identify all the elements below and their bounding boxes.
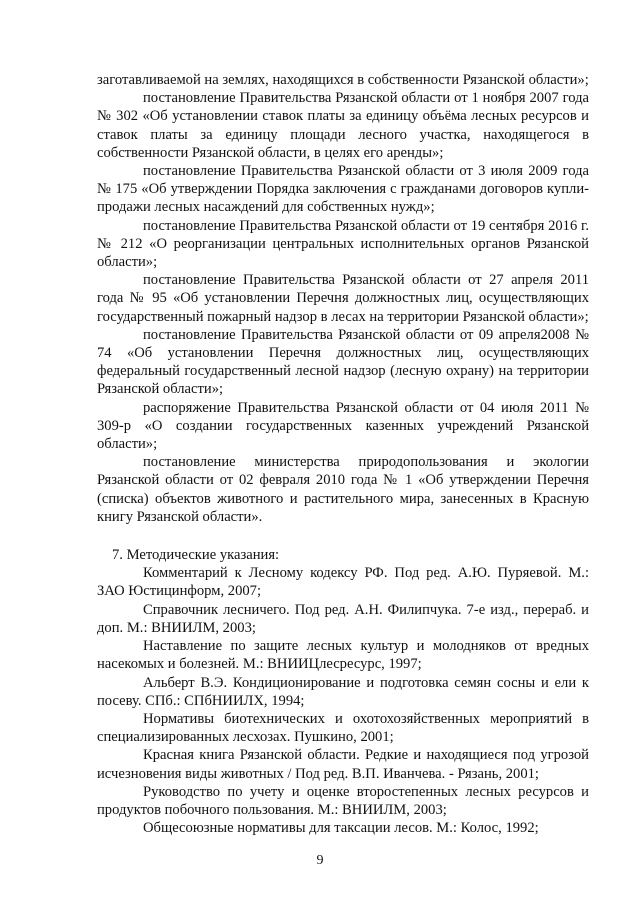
reference-item: Комментарий к Лесному кодексу РФ. Под ред. А.Ю. Пуряевой. М.: ЗАО Юстицинформ, 2007; xyxy=(97,565,589,600)
act-item: распоряжение Правительства Рязанской области от 04 июля 2011 № 309-р «О создании государственных казенных учреждений Рязанской области»; xyxy=(97,399,589,453)
act-item: постановление Правительства Рязанской области от 19 сентября 2016 г. № 212 «О реорганизации центральных исполнительных органов Рязанской области»; xyxy=(97,217,589,271)
reference-item: Общесоюзные нормативы для таксации лесов. М.: Колос, 1992; xyxy=(143,820,539,837)
page-body xyxy=(97,71,589,837)
act-item: постановление министерства природопользования и экологии Рязанской области от 02 февраля 2010 года № 1 «Об утверждении Перечня (списка) объектов животного и растительного мира, занесенных в Красную книгу Рязанской области». xyxy=(97,454,589,525)
reference-item: Справочник лесничего. Под ред. А.Н. Филипчука. 7-е изд., перераб. и доп. М.: ВНИИЛМ, 2003; xyxy=(97,601,589,636)
reference-item: Красная книга Рязанской области. Редкие и находящиеся под угрозой исчезновения виды животных / Под ред. В.П. Иванчева. - Рязань, 2001; xyxy=(97,747,589,782)
reference-item: Наставление по защите лесных культур и молодняков от вредных насекомых и болезней. М.: ВНИИЦлесресурс, 1997; xyxy=(97,638,589,673)
act-item: постановление Правительства Рязанской области от 1 ноября 2007 года № 302 «Об установлении ставок платы за единицу объёма лесных ресурсов и ставок платы за единицу площади лесного участка, находящегося в собственности Рязанской области, в целях его аренды»; xyxy=(97,90,589,161)
page-number: 9 xyxy=(316,853,324,868)
act-item: постановление Правительства Рязанской области от 09 апреля2008 № 74 «Об установлении Перечня должностных лиц, осуществляющих федеральный государственный лесной надзор (лесную охрану) на территории Рязанской области»; xyxy=(97,326,589,398)
section-spacer xyxy=(97,526,589,546)
reference-item: Нормативы биотехнических и охотохозяйственных мероприятий в специализированных лесхозах. Пушкино, 2001; xyxy=(97,710,589,746)
act-item: постановление Правительства Рязанской области от 27 апреля 2011 года № 95 «Об установлении Перечня должностных лиц, осуществляющих государственный пожарный надзор в лесах на территории Рязанской области»; xyxy=(97,272,589,325)
reference-item: Руководство по учету и оценке второстепенных лесных ресурсов и продуктов побочного пользования. М.: ВНИИЛМ, 2003; xyxy=(97,783,589,818)
act-continuation: заготавливаемой на землях, находящихся в собственности Рязанской области»; xyxy=(97,72,589,88)
section-heading: 7. Методические указания: xyxy=(112,547,280,564)
act-item: постановление Правительства Рязанской области от 3 июля 2009 года № 175 «Об утверждении Порядка заключения с гражданами договоров купли-продажи лесных насаждений для собственных нужд»; xyxy=(97,163,589,216)
reference-item: Альберт В.Э. Кондиционирование и подготовка семян сосны и ели к посеву. СПб.: СПбНИИЛХ, 1994; xyxy=(97,674,589,709)
